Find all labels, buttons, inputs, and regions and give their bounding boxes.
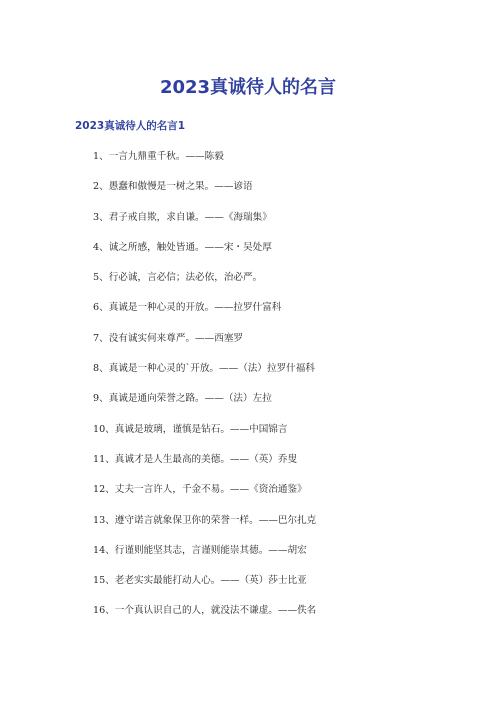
section-heading: 2023真诚待人的名言1	[75, 120, 186, 132]
quote-item: 7、没有诚实何来尊严。——西塞罗	[93, 332, 244, 344]
quote-item: 8、真诚是一种心灵的`开放。——（法）拉罗什福科	[93, 363, 315, 375]
document-title: 2023真诚待人的名言	[159, 77, 337, 98]
quote-item: 3、君子戒自欺，求自谦。——《海瑞集》	[93, 211, 272, 223]
quote-item: 16、一个真认识自己的人，就没法不谦虚。——佚名	[93, 605, 317, 617]
quote-item: 2、愚蠢和傲慢是一树之果。——谚语	[93, 181, 253, 193]
quote-item: 14、行谨则能坚其志，言谨则能崇其德。——胡宏	[93, 544, 307, 556]
quote-item: 1、一言九鼎重千秋。——陈毅	[93, 151, 224, 162]
quote-item: 6、真诚是一种心灵的开放。——拉罗什富科	[93, 302, 282, 314]
quote-item: 13、遵守诺言就象保卫你的荣誉一样。——巴尔扎克	[93, 514, 317, 526]
quote-item: 4、诚之所感，触处皆通。——宋・吴处厚	[93, 241, 272, 253]
quote-list	[93, 150, 463, 635]
quote-item: 11、真诚才是人生最高的美德。——（英）乔叟	[93, 453, 298, 465]
quote-item: 15、老老实实最能打动人心。——（英）莎士比亚	[93, 575, 307, 587]
quote-item: 5、行必诚，言必信；法必依，治必严。	[93, 272, 263, 284]
quote-item: 12、丈夫一言许人，千金不易。——《资治通鉴》	[93, 484, 307, 496]
quote-item: 10、真诚是玻璃，谨慎是钻石。——中国锦言	[93, 423, 288, 435]
quote-item: 9、真诚是通向荣誉之路。——（法）左拉	[93, 393, 272, 405]
